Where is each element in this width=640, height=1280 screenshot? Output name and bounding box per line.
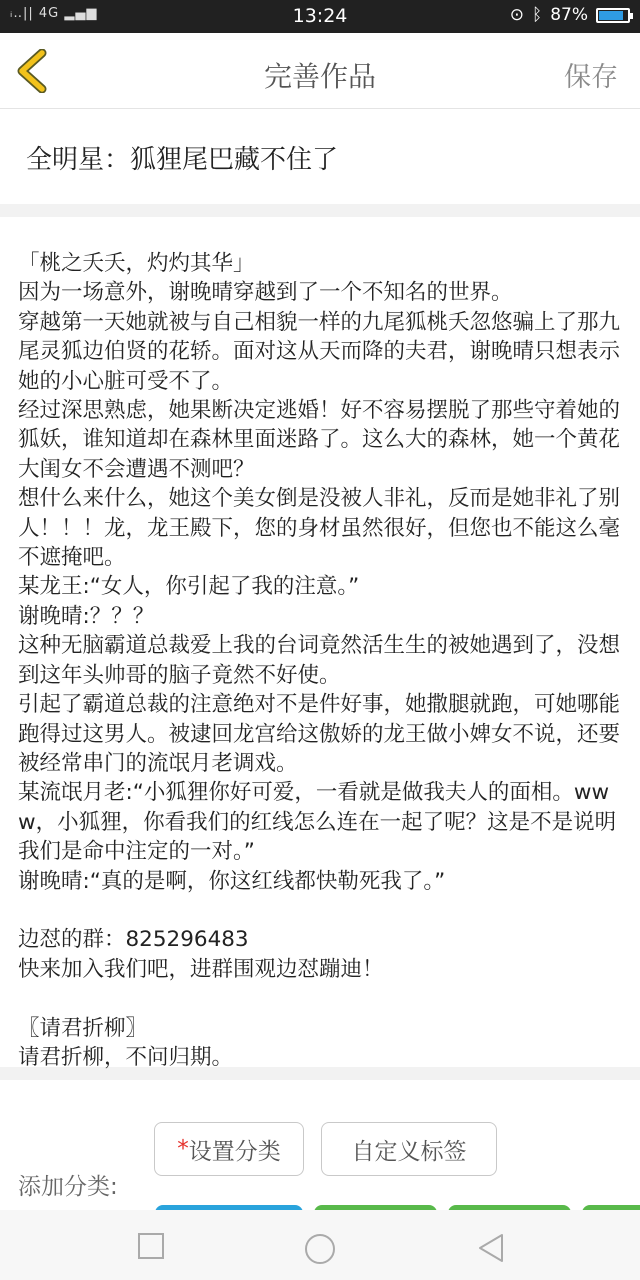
intro-card [0, 217, 640, 1070]
signal-icon: ᵢ‥|| 4G ▂▄▆ [10, 6, 98, 21]
category-section [0, 1080, 640, 1210]
battery-fill [599, 11, 623, 20]
battery-percent: 87% [550, 5, 588, 25]
page-title: 完善作品 [263, 60, 376, 93]
system-nav-bar [0, 1210, 640, 1280]
set-category-button[interactable] [154, 1122, 304, 1176]
set-category-label: 设置分类 [188, 1138, 281, 1165]
network-type: 4G [38, 6, 60, 21]
custom-tag-button[interactable]: 自定义标签 [321, 1122, 497, 1176]
category-label: 添加分类: [18, 1174, 118, 1200]
battery-icon [596, 8, 630, 23]
bluetooth-icon: ᛒ [532, 5, 543, 25]
intro-textarea[interactable]: 「桃之夭夭，灼灼其华」 因为一场意外，谢晚晴穿越到了一个不知名的世界。 穿越第一天她就被与自己相貌一样的九尾狐桃夭忽悠骗上了那九尾灵狐边伯贤的花轿。面对这从天而降的夫君，谢晚晴只想表示她的小心脏可受不了。 经过深思熟虑，她果断决定逃婚！好不容易摆脱了那些守着她的狐妖，谁知道却在森林里面迷路了。这么大的森林，她一个黄花大闺女不会遭遇不测吧？ 想什么来什么，她这个美女倒是没被人非礼，反而是她非礼了别人！！！龙，龙王殿下，您的身材虽然很好，但您也不能这么毫不遮掩吧。 某龙王:“女人，你引起了我的注意。” 谢晚晴:？？？ 这种无脑霸道总裁爱上我的台词竟然活生生的被她遇到了，没想到这年头帅哥的脑子竟然不好使。 引起了霸道总裁的注意绝对不是件好事，她撒腿就跑，可她哪能跑得过这男人。被逮回龙宫给这傲娇的龙王做小婢女不说，还要被经常串门的流氓月老调戏。 某流氓月老:“小狐狸你好可爱，一看就是做我夫人的面相。www，小狐狸，你看我们的红线怎么连在一起了呢？这是不是说明我们是命中注定的一对。” 谢晚晴:“真的是啊，你这红线都快勒死我了。” 边怼的群：825296483 快来加入我们吧，进群围观边怼蹦迪！ 〖请君折柳〗 请君折柳，不问归期。 [18, 251, 621, 1070]
square-icon[interactable] [137, 1232, 165, 1260]
rotation-lock-icon: ⊙ [509, 5, 524, 25]
triangle-back-icon[interactable] [476, 1232, 506, 1264]
status-right [510, 5, 630, 25]
nav-bar [0, 33, 640, 109]
work-title[interactable]: 全明星：狐狸尾巴藏不住了 [26, 145, 339, 175]
clock: 13:24 [292, 5, 348, 27]
required-mark: * [177, 1136, 189, 1162]
status-bar [0, 0, 640, 33]
save-button[interactable]: 保存 [564, 62, 618, 93]
circle-icon[interactable] [303, 1232, 337, 1266]
work-title-card [0, 109, 640, 204]
